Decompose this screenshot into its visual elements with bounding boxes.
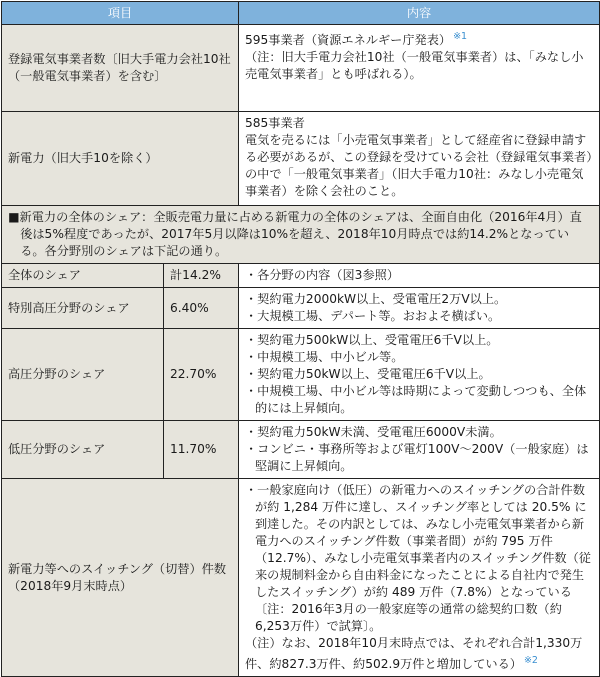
bullet-item: ・契約電力50kW未満、受電電圧6000V未満。 — [245, 425, 502, 439]
high-content — [239, 329, 600, 421]
header-content: 内容 — [239, 2, 600, 25]
low-content — [239, 421, 600, 479]
bullet-item: ・契約電力2000kW以上、受電電圧2万V以上。 — [245, 292, 507, 306]
bullet-item: ・契約電力50kW以上、受電電圧6千V以上。 — [245, 367, 491, 381]
bullet-item: ・契約電力500kW以上、受電電圧6千V以上。 — [245, 333, 499, 347]
low-value: 11.70% — [164, 421, 239, 479]
header-item: 項目 — [2, 2, 239, 25]
high-value: 22.70% — [164, 329, 239, 421]
high-label: 高圧分野のシェア — [2, 329, 164, 421]
row-overall-note — [2, 206, 600, 264]
row-high — [2, 329, 600, 421]
extra-high-content — [239, 288, 600, 329]
total-share-label: 全体のシェア — [2, 264, 164, 288]
new-power-label: 新電力（旧大手10を除く） — [2, 112, 239, 206]
bullet-item: ・大規模工場、デパート等。おおよそ横ばい。 — [245, 309, 501, 323]
row-registered — [2, 25, 600, 112]
new-power-content — [239, 112, 600, 206]
total-share-value: 計14.2% — [164, 264, 239, 288]
row-new-power — [2, 112, 600, 206]
extra-high-label: 特別高圧分野のシェア — [2, 288, 164, 329]
low-label: 低圧分野のシェア — [2, 421, 164, 479]
registered-note: （注：旧大手電力会社10社（一般電気事業者）は、「みなし小売電気事業者」とも呼ばれる）。 — [245, 50, 584, 82]
registered-label: 登録電気事業者数〔旧大手電力会社10社（一般電気事業者）を含む〕 — [2, 25, 239, 112]
registered-content — [239, 25, 600, 112]
switching-note: （注）なお、2018年10月末時点では、それぞれ合計1,330万件、約827.3万件、約502.9万件と増加している） $^{※2}$ — [245, 636, 583, 672]
bullet-item: ・中規模工場、中小ビル等。 — [245, 350, 404, 364]
row-total-share — [2, 264, 600, 288]
switching-label: 新電力等へのスイッチング（切替）件数 （2018年9月末時点） — [2, 479, 239, 677]
footnote-1-mark: ※1 — [453, 31, 468, 42]
row-low — [2, 421, 600, 479]
overall-share-note: ■新電力の全体のシェア：全販売電力量に占める新電力の全体のシェアは、全面自由化（2016年4月）直後は5%程度であったが、2017年5月以降は10%を超え、2018年10月時点では約14.2%となっている。各分野別のシェアは下記の通り。 — [2, 206, 600, 264]
header-row — [2, 2, 600, 25]
extra-high-value: 6.40% — [164, 288, 239, 329]
bullet-item: ・中規模工場、中小ビル等は時期によって変動しつつも、全体的には上昇傾向。 — [245, 384, 587, 415]
new-power-description: 電気を売るには「小売電気事業者」として経産省に登録申請する必要があるが、この登録を受けている会社（登録電気事業者）の中で「一般電気事業者」（旧大手電力10社：みなし小売電気事業者）を除く会社のこと。 — [245, 133, 593, 198]
row-extra-high — [2, 288, 600, 329]
total-share-content: ・各分野の内容（図3参照） — [239, 264, 600, 288]
switching-bullet: ・一般家庭向け（低圧）の新電力へのスイッチングの合計件数が約 1,284 万件に達し、スイッチング率としては 20.5% に到達した。その内訳としては、みなし小売電気事業者から新電力へのスイッチング件数（事業者間）が約 795 万件（12.7%）、みなし小売電気事業者内のスイッチング件数（従来の規制料金から自由料金になったことによる自社内で発生したスイッチング）が約 489 万件（7.8%）となっている〔注：2016年3月の一般家庭等の通常の総契約口数（約6,253万件）で試算〕。 — [245, 483, 591, 633]
footnote-2-mark: ※2 — [523, 655, 538, 666]
registered-count: 595事業者（資源エネルギー庁発表） — [245, 33, 452, 48]
electricity-market-table — [1, 1, 600, 677]
new-power-count: 585事業者 — [245, 116, 305, 130]
bullet-item: ・コンビニ・事務所等および電灯100V〜200V（一般家庭）は堅調に上昇傾向。 — [245, 442, 589, 473]
